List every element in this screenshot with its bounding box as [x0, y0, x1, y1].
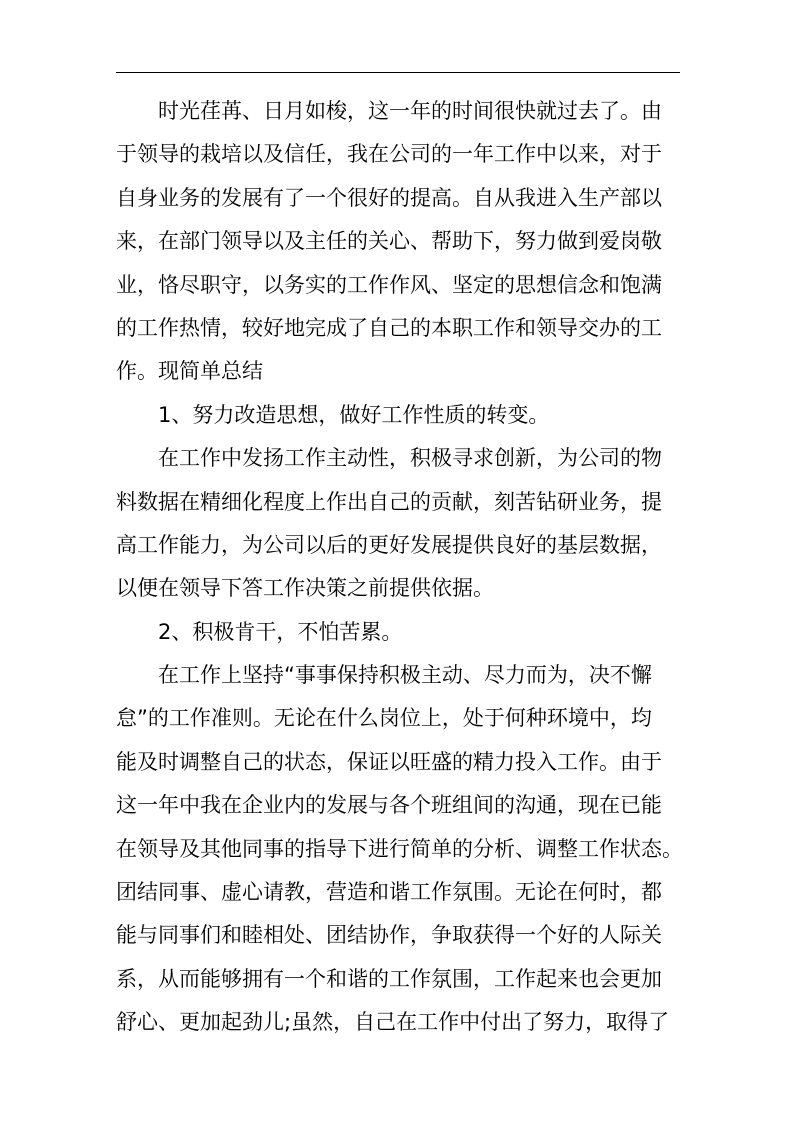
paragraph-line: 自身业务的发展有了一个很好的提高。自从我进入生产部以: [116, 185, 662, 210]
paragraph-line: 能及时调整自己的状态，保证以旺盛的精力投入工作。由于: [116, 749, 662, 774]
paragraph-line: 于领导的栽培以及信任，我在公司的一年工作中以来，对于: [116, 142, 662, 167]
paragraph-line: 以便在领导下答工作决策之前提供依据。: [116, 576, 494, 601]
paragraph-line: 高工作能力，为公司以后的更好发展提供良好的基层数据，: [116, 532, 662, 557]
paragraph-line: 系，从而能够拥有一个和谐的工作氛围，工作起来也会更加: [116, 966, 662, 991]
paragraph-line: 团结同事、虚心请教，营造和谐工作氛围。无论在何时，都: [116, 880, 662, 905]
paragraph-line: 在工作上坚持“事事保持积极主动、尽力而为，决不懈: [158, 663, 652, 688]
section-heading: 2、积极肯干，不怕苦累。: [158, 619, 403, 644]
paragraph-line: 业，恪尽职守，以务实的工作作风、坚定的思想信念和饱满: [116, 272, 662, 297]
paragraph-line: 这一年中我在企业内的发展与各个班组间的沟通，现在已能: [116, 793, 662, 818]
paragraph-line: 料数据在精细化程度上作出自己的贡献，刻苦钻研业务，提: [116, 489, 662, 514]
paragraph-line: 作。现简单总结: [116, 359, 263, 384]
paragraph-line: 在工作中发扬工作主动性，积极寻求创新，为公司的物: [158, 446, 662, 471]
paragraph-line: 怠”的工作准则。无论在什么岗位上，处于何种环境中，均: [116, 706, 652, 731]
paragraph-line: 时光荏苒、日月如梭，这一年的时间很快就过去了。由: [158, 99, 662, 123]
document-body: [116, 90, 682, 1045]
header-rule: [116, 72, 680, 73]
paragraph-line: 舒心、更加起劲儿;虽然，自己在工作中付出了努力，取得了: [116, 1010, 670, 1035]
section-heading: 1、努力改造思想，做好工作性质的转变。: [158, 402, 550, 427]
paragraph-line: 来，在部门领导以及主任的关心、帮助下，努力做到爱岗敬: [116, 229, 662, 254]
paragraph-line: 能与同事们和睦相处、团结协作，争取获得一个好的人际关: [116, 923, 662, 948]
paragraph-line: 在领导及其他同事的指导下进行简单的分析、调整工作状态。: [116, 836, 683, 861]
paragraph-line: 的工作热情，较好地完成了自己的本职工作和领导交办的工: [116, 315, 662, 340]
